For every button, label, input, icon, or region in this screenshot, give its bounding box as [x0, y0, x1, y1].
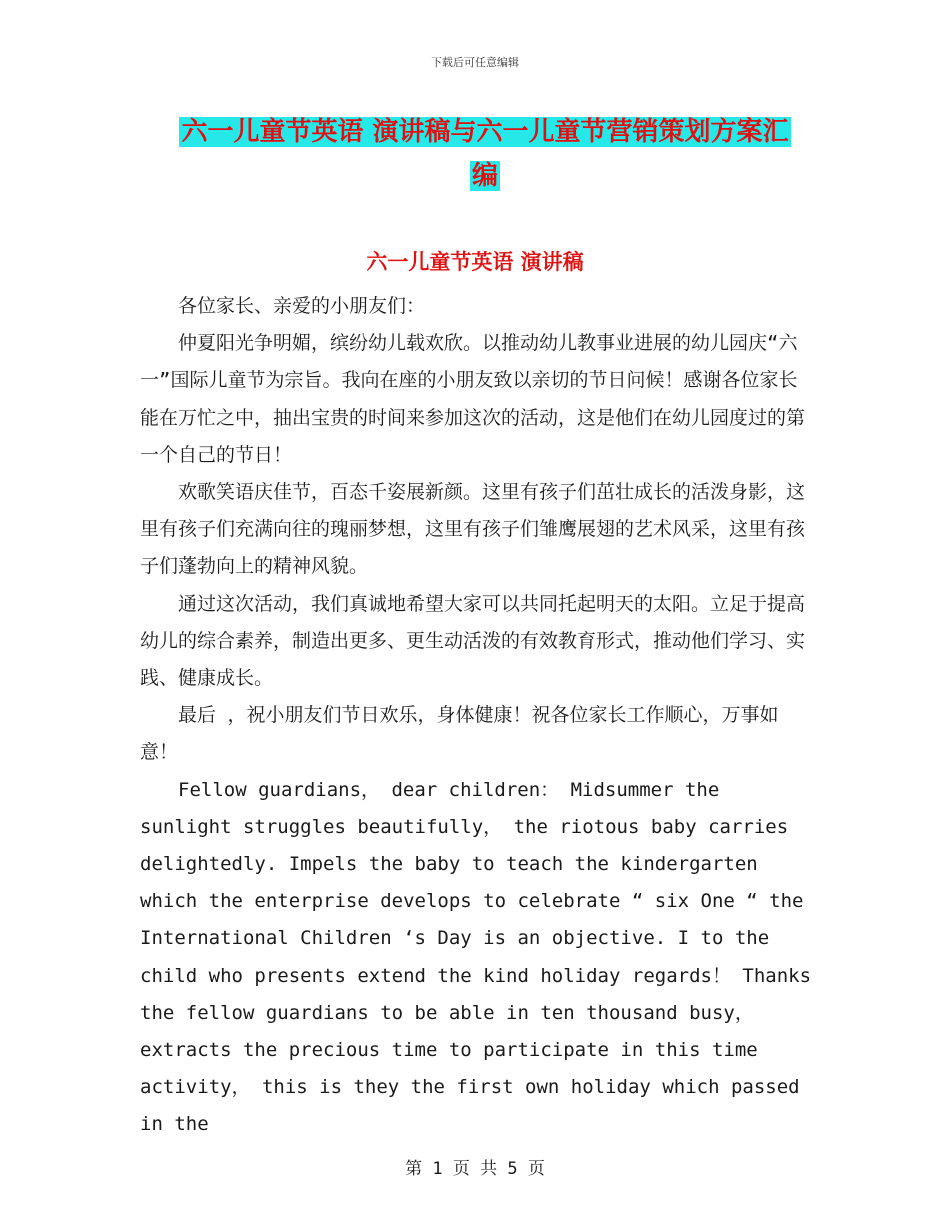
title-line-1: 六一儿童节英语 演讲稿与六一儿童节营销策划方案汇 — [181, 117, 789, 147]
header-note: 下载后可任意编辑 — [431, 56, 519, 69]
paragraph: 仲夏阳光争明媚，缤纷幼儿载欢欣。以推动幼儿教事业进展的幼儿园庆“六一”国际儿童节为宗旨。我向在座的小朋友致以亲切的节日问候！感谢各位家长能在万忙之中，抽出宝贵的时间来参加这次的活动，这是他们在幼儿园度过的第一个自己的节日！ — [140, 332, 806, 466]
section-title: 六一儿童节英语 演讲稿 — [366, 250, 584, 274]
paragraph: 欢歌笑语庆佳节，百态千姿展新颜。这里有孩子们茁壮成长的活泼身影，这里有孩子们充满向往的瑰丽梦想，这里有孩子们雏鹰展翅的艺术风采，这里有孩子们蓬勃向上的精神风貌。 — [140, 481, 806, 578]
paragraph-greeting: 各位家长、亲爱的小朋友们： — [178, 295, 426, 317]
title-line-2: 编 — [471, 161, 498, 191]
document-title — [140, 110, 830, 198]
paragraph: 通过这次活动，我们真诚地希望大家可以共同托起明天的太阳。立足于提高幼儿的综合素养，制造出更多、更生动活泼的有效教育形式，推动他们学习、实践、健康成长。 — [140, 592, 806, 690]
page-footer: 第 1 页 共 5 页 — [405, 1159, 545, 1179]
body-text — [140, 288, 812, 1144]
paragraph-english: Fellow guardians， dear children： Midsummer the sunlight struggles beautifully， the riotous baby carries delightedly. Impels the baby to teach the kindergarten which the enterprise develops to celebrate “ six One “ the International Children ‘s Day is an objective. I to the child who presents extend the kind holiday regards！ Thanks the fellow guardians to be able in ten thousand busy， extracts the precious time to participate in this time activity， this is they the first own holiday which passed in the — [140, 778, 812, 1136]
paragraph: 最后 ，祝小朋友们节日欢乐，身体健康！祝各位家长工作顺心，万事如意！ — [140, 704, 779, 764]
